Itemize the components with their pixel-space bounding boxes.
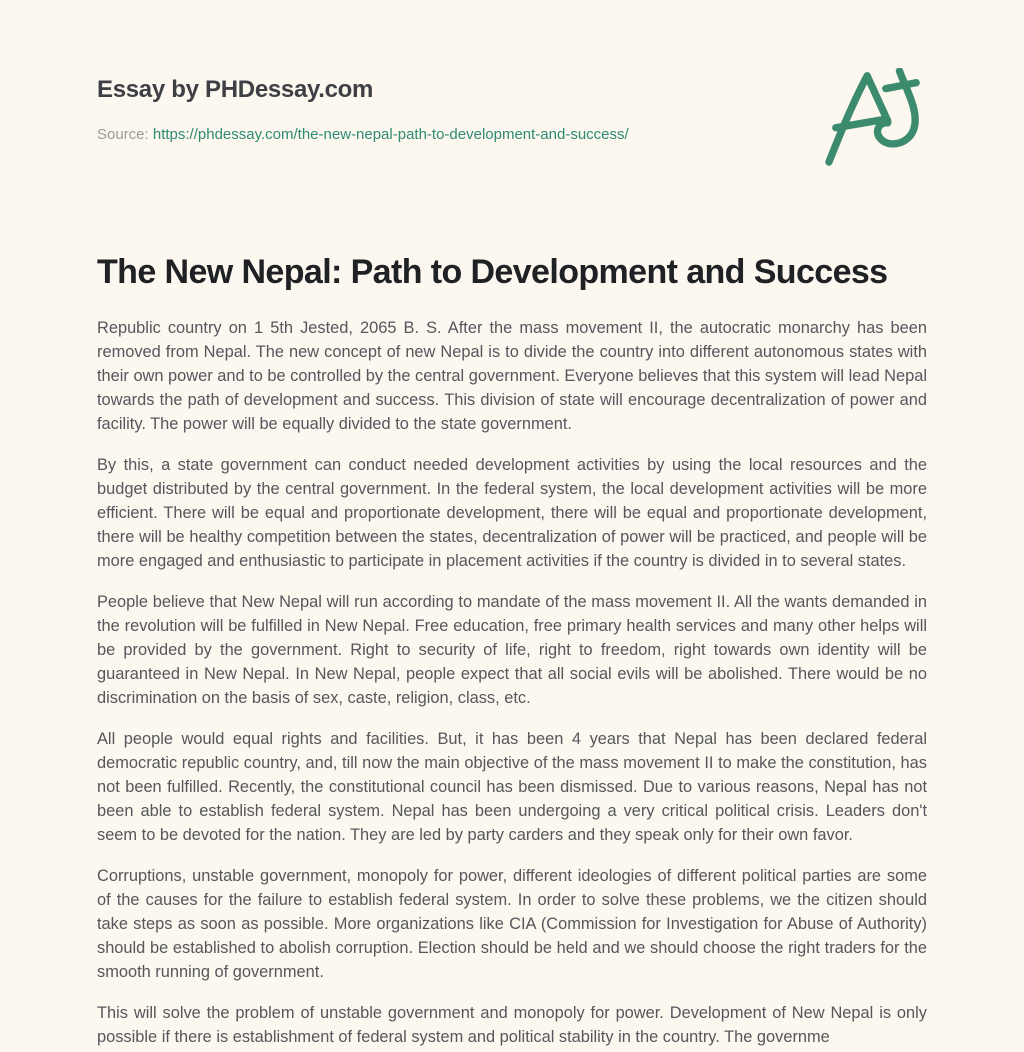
header-text-block bbox=[97, 76, 629, 143]
essay-paragraph-2: By this, a state government can conduct needed development activities by using the local resources and the budget distributed by the central government. In the federal system, the local development activities will be more efficient. There will be equal and proportionate development, there will be equal and proportionate development, there will be healthy competition between the states, decentralization of power will be practiced, and people will be more engaged and enthusiastic to participate in placement activities if the country is divided in to several states. bbox=[97, 456, 927, 570]
source-line bbox=[97, 126, 629, 143]
page-header bbox=[97, 76, 927, 166]
source-label: Source: bbox=[97, 126, 149, 143]
phdessay-a-plus-logo-icon bbox=[825, 68, 925, 166]
essay-body bbox=[97, 316, 927, 1049]
essay-paragraph-5: Corruptions, unstable government, monopoly for power, different ideologies of different political parties are some of the causes for the failure to establish federal system. In order to solve these problems, we the citizen should take steps as soon as possible. More organizations like CIA (Commission for Investigation for Abuse of Authority) should be established to abolish corruption. Election should be held and we should choose the right traders for the smooth running of government. bbox=[97, 867, 927, 981]
essay-paragraph-4: All people would equal rights and facilities. But, it has been 4 years that Nepal has been declared federal democratic republic country, and, till now the main objective of the mass movement II to make the constitution, has not been fulfilled. Recently, the constitutional council has been dismissed. Due to various reasons, Nepal has not been able to establish federal system. Nepal has been undergoing a very critical political crisis. Leaders don't seem to be devoted for the nation. They are led by party carders and they speak only for their own favor. bbox=[97, 730, 927, 844]
essay-title: The New Nepal: Path to Development and Success bbox=[97, 253, 888, 291]
source-url-link[interactable]: https://phdessay.com/the-new-nepal-path-to-development-and-success/ bbox=[152, 126, 629, 143]
essay-paragraph-1: Republic country on 1 5th Jested, 2065 B. S. After the mass movement II, the autocratic monarchy has been removed from Nepal. The new concept of new Nepal is to divide the country into different autonomous states with their own power and to be controlled by the central government. Everyone believes that this system will lead Nepal towards the path of development and success. This division of state will encourage decentralization of power and facility. The power will be equally divided to the state government. bbox=[97, 319, 927, 433]
essay-paragraph-3: People believe that New Nepal will run according to mandate of the mass movement II. All the wants demanded in the revolution will be fulfilled in New Nepal. Free education, free primary health services and many other helps will be provided by the government. Right to security of life, right to freedom, right towards own identity will be guaranteed in New Nepal. In New Nepal, people expect that all social evils will be abolished. There would be no discrimination on the basis of sex, caste, religion, class, etc. bbox=[97, 593, 927, 707]
essay-paragraph-6: This will solve the problem of unstable government and monopoly for power. Development of New Nepal is only possible if there is establishment of federal system and political stability in the country. The governme bbox=[97, 1004, 927, 1046]
site-brand-heading: Essay by PHDessay.com bbox=[97, 76, 374, 103]
